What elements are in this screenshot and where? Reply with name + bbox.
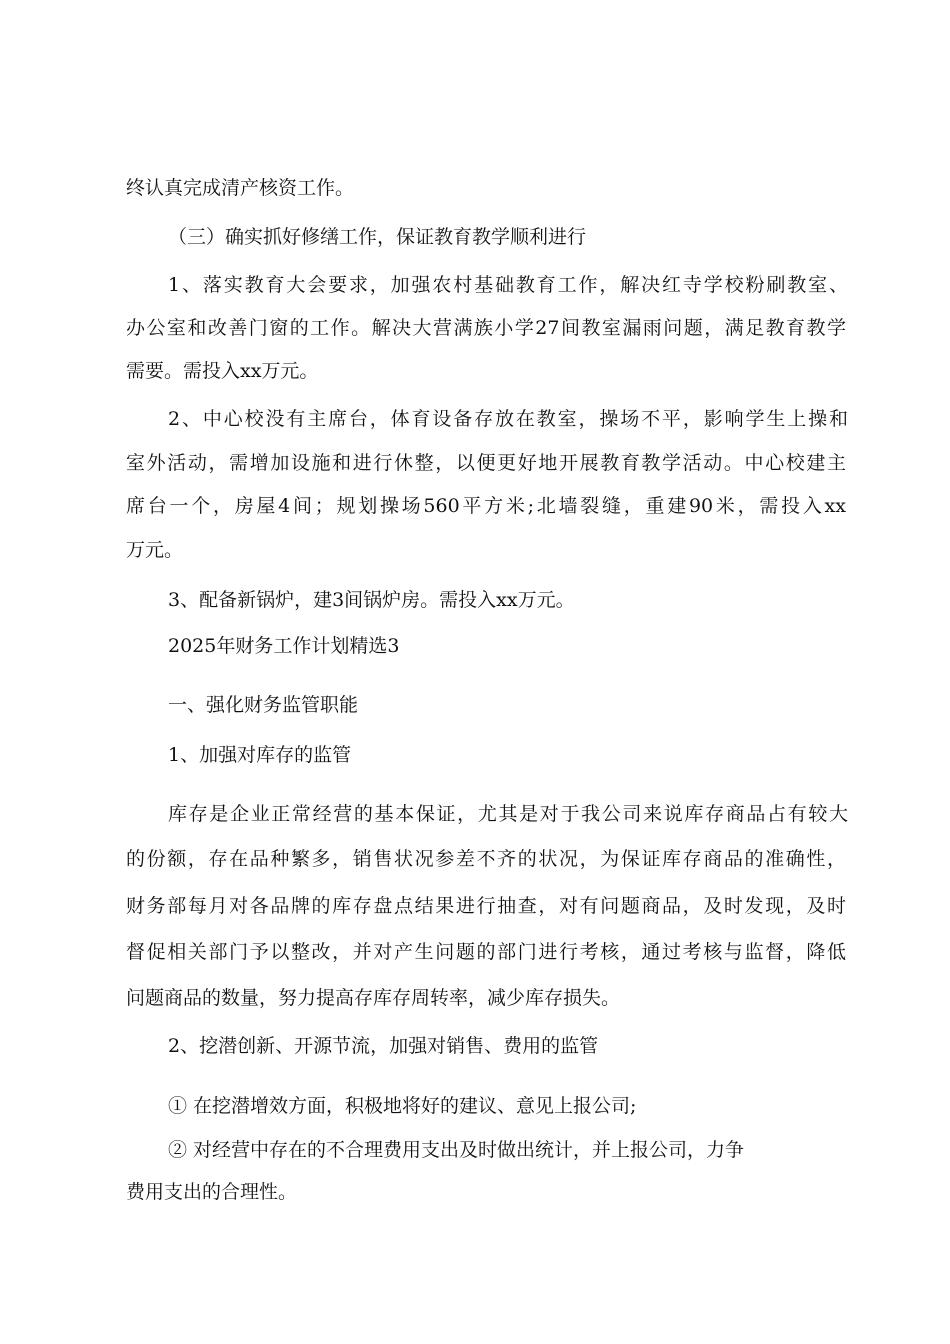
text-line: 1、落实教育大会要求，加强农村基础教育工作，解决红寺学校粉刷教室、 bbox=[168, 274, 848, 296]
text-line: 财务部每月对各品牌的库存盘点结果进行抽查，对有问题商品，及时发现，及时 bbox=[126, 895, 846, 917]
list-item: ① 在挖潜增效方面，积极地将好的建议、意见上报公司; bbox=[168, 1095, 637, 1117]
section-heading: （三）确实抓好修缮工作，保证教育教学顺利进行 bbox=[168, 226, 587, 248]
text-line: 库存是企业正常经营的基本保证，尤其是对于我公司来说库存商品占有较大 bbox=[168, 803, 848, 825]
text-line: 万元。 bbox=[126, 539, 184, 561]
text-line: 终认真完成清产核资工作。 bbox=[126, 177, 355, 199]
text-line: 室外活动，需增加设施和进行休整，以便更好地开展教育教学活动。中心校建主 bbox=[126, 452, 846, 474]
list-item: ② 对经营中存在的不合理费用支出及时做出统计，并上报公司，力争 bbox=[168, 1139, 745, 1161]
subsection-heading: 2、挖潜创新、开源节流，加强对销售、费用的监管 bbox=[168, 1035, 599, 1057]
text-line: 需要。需投入xx万元。 bbox=[126, 360, 319, 382]
text-line: 督促相关部门予以整改，并对产生问题的部门进行考核，通过考核与监督，降低 bbox=[126, 941, 846, 963]
text-line: 2、中心校没有主席台，体育设备存放在教室，操场不平，影响学生上操和 bbox=[168, 408, 848, 430]
text-line: 3、配备新锅炉，建3间锅炉房。需投入xx万元。 bbox=[168, 589, 575, 611]
subsection-heading: 1、加强对库存的监管 bbox=[168, 744, 352, 766]
section-heading: 一、强化财务监管职能 bbox=[168, 694, 359, 716]
text-line: 办公室和改善门窗的工作。解决大营满族小学27间教室漏雨问题，满足教育教学 bbox=[126, 317, 846, 339]
text-line: 席台一个，房屋4间；规划操场560平方米;北墙裂缝，重建90米，需投入xx bbox=[126, 495, 846, 517]
text-line: 的份额，存在品种繁多，销售状况参差不齐的状况，为保证库存商品的准确性， bbox=[126, 848, 846, 870]
document-title: 2025年财务工作计划精选3 bbox=[168, 635, 400, 657]
text-line: 费用支出的合理性。 bbox=[126, 1181, 298, 1203]
text-line: 问题商品的数量，努力提高存库存周转率，减少库存损失。 bbox=[126, 987, 621, 1009]
